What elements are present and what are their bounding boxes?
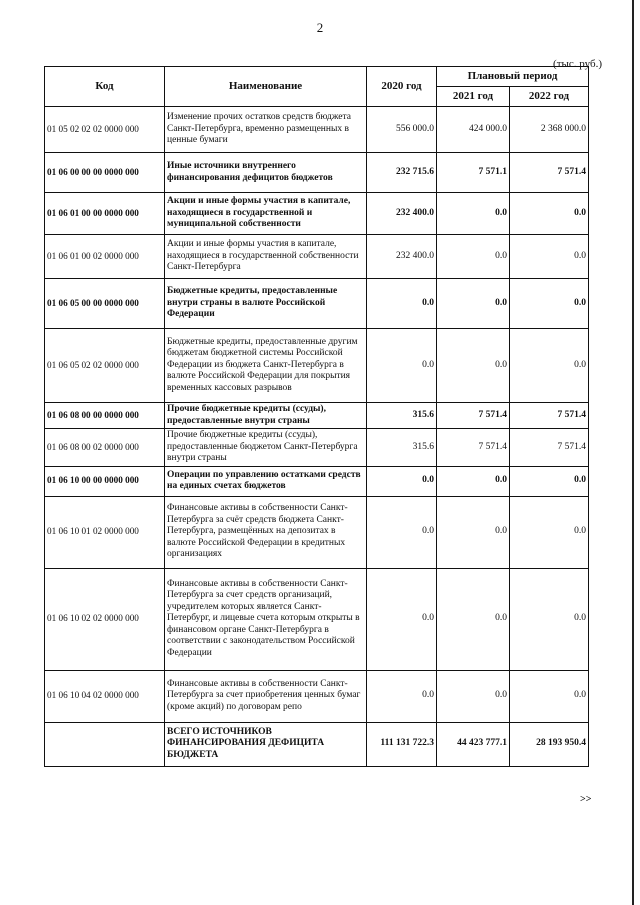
- total-value-2020: 111 131 722.3: [367, 722, 437, 766]
- row-value-2020: 0.0: [367, 279, 437, 329]
- row-value-2022: 0.0: [510, 568, 589, 670]
- table-row: [45, 568, 589, 670]
- unit-note: (тыс. руб.): [553, 58, 602, 70]
- table-row: [45, 107, 589, 153]
- table-row: [45, 466, 589, 496]
- row-value-2021: 0.0: [437, 279, 510, 329]
- row-value-2022: 0.0: [510, 466, 589, 496]
- header-code: Код: [45, 67, 165, 107]
- header-2022: 2022 год: [510, 87, 589, 107]
- row-value-2022: 0.0: [510, 670, 589, 722]
- row-name: Акции и иные формы участия в капитале, находящиеся в государственной собственности Санкт-Петербурга: [165, 235, 367, 279]
- row-value-2020: 0.0: [367, 670, 437, 722]
- row-code: 01 06 01 00 02 0000 000: [45, 235, 165, 279]
- row-value-2021: 0.0: [437, 568, 510, 670]
- row-code: 01 05 02 02 02 0000 000: [45, 107, 165, 153]
- total-name: ВСЕГО ИСТОЧНИКОВ ФИНАНСИРОВАНИЯ ДЕФИЦИТА БЮДЖЕТА: [165, 722, 367, 766]
- financing-sources-table: [44, 66, 589, 767]
- row-value-2022: 2 368 000.0: [510, 107, 589, 153]
- header-2020: 2020 год: [367, 67, 437, 107]
- row-value-2022: 7 571.4: [510, 153, 589, 193]
- row-value-2020: 232 715.6: [367, 153, 437, 193]
- row-name: Прочие бюджетные кредиты (ссуды), предоставленные внутри страны: [165, 403, 367, 429]
- row-code: 01 06 00 00 00 0000 000: [45, 153, 165, 193]
- row-code: 01 06 05 00 00 0000 000: [45, 279, 165, 329]
- row-value-2022: 0.0: [510, 496, 589, 568]
- row-value-2021: 0.0: [437, 329, 510, 403]
- table-row: [45, 235, 589, 279]
- table-row: [45, 403, 589, 429]
- row-value-2021: 7 571.4: [437, 429, 510, 467]
- scan-edge-line: [632, 0, 634, 905]
- row-code: 01 06 05 02 02 0000 000: [45, 329, 165, 403]
- row-code: 01 06 10 04 02 0000 000: [45, 670, 165, 722]
- row-value-2021: 7 571.4: [437, 403, 510, 429]
- row-value-2020: 0.0: [367, 496, 437, 568]
- row-name: Изменение прочих остатков средств бюджета Санкт-Петербурга, временно размещенных в ценные бумаги: [165, 107, 367, 153]
- row-value-2021: 0.0: [437, 193, 510, 235]
- row-name: Бюджетные кредиты, предоставленные другим бюджетам бюджетной системы Российской Федерации из бюджета Санкт-Петербурга в валюте Российской Федерации для покрытия временных кассовых разрывов: [165, 329, 367, 403]
- row-value-2022: 0.0: [510, 193, 589, 235]
- row-value-2021: 0.0: [437, 670, 510, 722]
- row-value-2021: 424 000.0: [437, 107, 510, 153]
- page-number: 2: [316, 20, 324, 35]
- total-value-2022: 28 193 950.4: [510, 722, 589, 766]
- row-value-2020: 0.0: [367, 568, 437, 670]
- total-code: [45, 722, 165, 766]
- row-value-2020: 232 400.0: [367, 235, 437, 279]
- table-row: [45, 329, 589, 403]
- row-code: 01 06 10 01 02 0000 000: [45, 496, 165, 568]
- row-value-2022: 0.0: [510, 329, 589, 403]
- row-value-2021: 0.0: [437, 496, 510, 568]
- row-code: 01 06 08 00 00 0000 000: [45, 403, 165, 429]
- row-value-2020: 315.6: [367, 429, 437, 467]
- table-row: [45, 153, 589, 193]
- table-row: [45, 193, 589, 235]
- header-planned-period: Плановый период: [437, 67, 589, 87]
- row-value-2020: 0.0: [367, 466, 437, 496]
- row-name: Финансовые активы в собственности Санкт-Петербурга за счет приобретения ценных бумаг (кроме акций) по договорам репо: [165, 670, 367, 722]
- total-value-2021: 44 423 777.1: [437, 722, 510, 766]
- table-row: [45, 429, 589, 467]
- row-name: Акции и иные формы участия в капитале, находящиеся в государственной и муниципальной собственности: [165, 193, 367, 235]
- row-value-2020: 315.6: [367, 403, 437, 429]
- row-code: 01 06 01 00 00 0000 000: [45, 193, 165, 235]
- row-name: Иные источники внутреннего финансирования дефицитов бюджетов: [165, 153, 367, 193]
- continuation-mark: >>: [580, 794, 592, 805]
- header-name: Наименование: [165, 67, 367, 107]
- row-value-2020: 232 400.0: [367, 193, 437, 235]
- header-2021: 2021 год: [437, 87, 510, 107]
- row-value-2022: 0.0: [510, 235, 589, 279]
- row-value-2021: 7 571.1: [437, 153, 510, 193]
- table-row: [45, 279, 589, 329]
- row-name: Прочие бюджетные кредиты (ссуды), предоставленные бюджетом Санкт-Петербурга внутри страны: [165, 429, 367, 467]
- row-code: 01 06 10 02 02 0000 000: [45, 568, 165, 670]
- row-value-2022: 0.0: [510, 279, 589, 329]
- row-name: Финансовые активы в собственности Санкт-Петербурга за счёт средств бюджета Санкт-Петербурга, размещённых на депозитах в валюте Российской Федерации в кредитных организациях: [165, 496, 367, 568]
- table-row: [45, 670, 589, 722]
- row-name: Бюджетные кредиты, предоставленные внутри страны в валюте Российской Федерации: [165, 279, 367, 329]
- row-value-2021: 0.0: [437, 466, 510, 496]
- row-value-2020: 0.0: [367, 329, 437, 403]
- row-code: 01 06 10 00 00 0000 000: [45, 466, 165, 496]
- total-row: [45, 722, 589, 766]
- row-value-2022: 7 571.4: [510, 403, 589, 429]
- row-name: Операции по управлению остатками средств на единых счетах бюджетов: [165, 466, 367, 496]
- row-value-2021: 0.0: [437, 235, 510, 279]
- row-code: 01 06 08 00 02 0000 000: [45, 429, 165, 467]
- row-value-2022: 7 571.4: [510, 429, 589, 467]
- table-row: [45, 496, 589, 568]
- row-value-2020: 556 000.0: [367, 107, 437, 153]
- row-name: Финансовые активы в собственности Санкт-Петербурга за счет средств организаций, учредителем которых является Санкт-Петербург, и лицевые счета которым открыты в финансовом органе Санкт-Петербурга в соответствии с законодательством Российской Федерации: [165, 568, 367, 670]
